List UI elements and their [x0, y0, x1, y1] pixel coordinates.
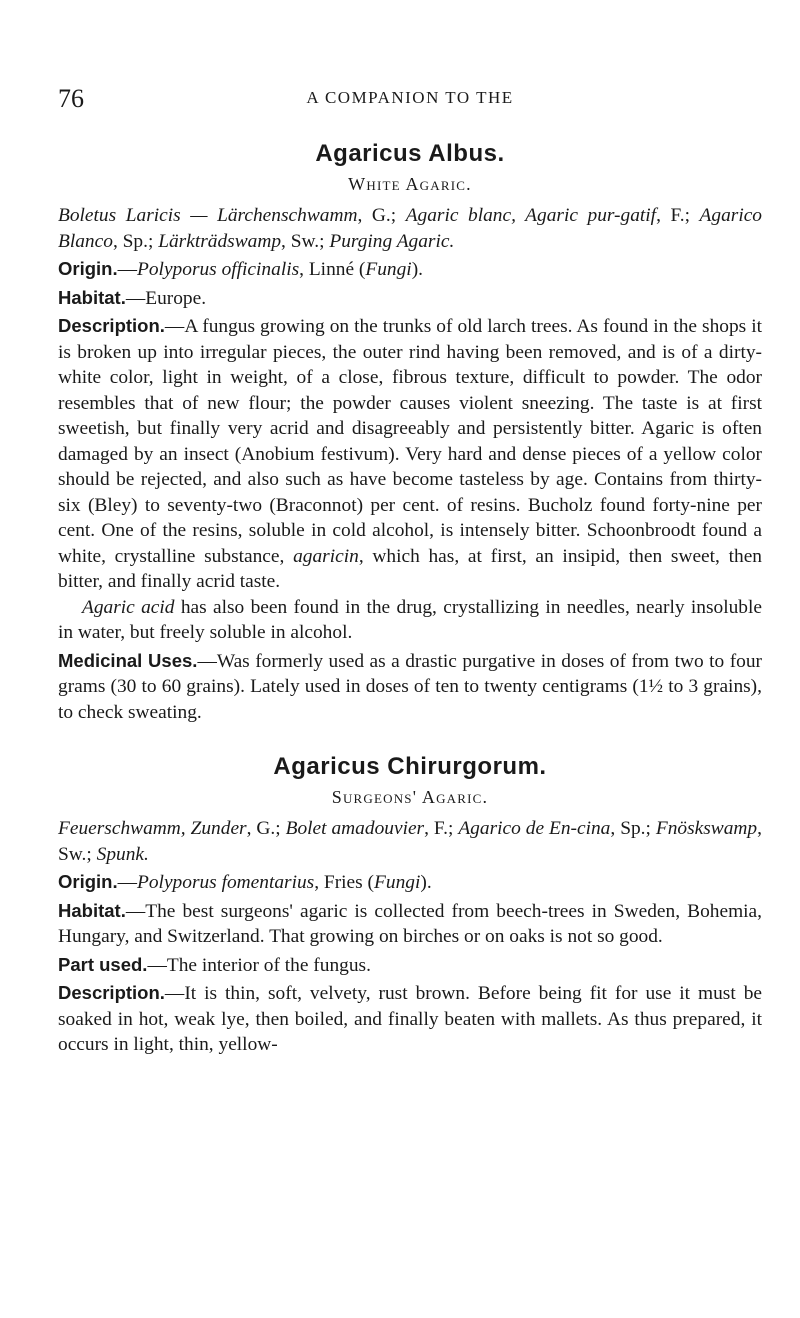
section-label: Habitat. — [58, 286, 126, 308]
origin-paragraph: Origin.—Polyporus officinalis, Linné (Fungi). — [58, 258, 424, 280]
synonyms: Boletus Laricis — Lärchenschwamm, G.; Agaric blanc, Agaric pur-gatif, F.; Agarico Blanco, Sp.; Lärkträdswamp, Sw.; Purging Agaric. — [58, 205, 763, 252]
page-number: 76 — [58, 84, 84, 113]
section-label: Origin. — [58, 871, 118, 892]
common-name: Surgeons' Agaric. — [331, 787, 489, 807]
common-name: White Agaric. — [348, 174, 472, 194]
running-head — [58, 84, 762, 113]
section-label: Description. — [58, 982, 165, 1003]
medicinal-uses-paragraph: Medicinal Uses.—Was formerly used as a drastic purgative in doses of from two to four grams (30 to 60 grains). Lately used in doses of ten to twenty centigrams (1½ to 3 grains), to check sweating. — [58, 649, 762, 723]
section-label: Origin. — [58, 258, 118, 279]
page-content — [58, 140, 762, 1058]
synonyms: Feuerschwamm, Zunder, G.; Bolet amadouvier, F.; Agarico de En-cina, Sp.; Fnöskswamp, Sw.; Spunk. — [58, 818, 762, 865]
section-label: Medicinal Uses. — [58, 649, 198, 671]
description-paragraph: Description.—It is thin, soft, velvety, rust brown. Before being fit for use it must be soaked in hot, weak lye, then boiled, and finally beaten with mallets. As thus prepared, it occurs in light, thin, yellow- — [58, 982, 762, 1055]
entry-title: Agaricus Albus. — [315, 140, 505, 167]
origin-paragraph: Origin.—Polyporus fomentarius, Fries (Fungi). — [58, 871, 432, 893]
section-label: Part used. — [58, 953, 148, 975]
agaric-acid-paragraph: Agaric acid has also been found in the drug, crystallizing in needles, nearly insoluble in water, but freely soluble in alcohol. — [58, 596, 762, 643]
habitat-paragraph: Habitat.—The best surgeons' agaric is collected from beech-trees in Sweden, Bohemia, Hungary, and Switzerland. That growing on birches or on oaks is not so good. — [58, 899, 762, 947]
part-used-paragraph: Part used.—The interior of the fungus. — [58, 953, 371, 976]
habitat-paragraph: Habitat.—Europe. — [58, 286, 207, 309]
running-title: A COMPANION TO THE — [306, 88, 514, 107]
section-label: Habitat. — [58, 899, 126, 921]
entry-title: Agaricus Chirurgorum. — [273, 753, 547, 780]
description-paragraph: Description.—A fungus growing on the trunks of old larch trees. As found in the shops it is broken up into irregular pieces, the outer rind having been removed, and is of a dirty-white color, light in weight, of a close, fibrous texture, difficult to powder. The odor resembles that of new flour; the powder causes violent sneezing. The taste is at first sweetish, but finally very acrid and disagreeably and persistently bitter. Agaric is often damaged by an insect (Anobium festivum). Very hard and dense pieces of a yellow color should be rejected, and also such as have become tasteless by age. Contains from thirty-six (Bley) to seventy-two (Braconnot) per cent. of resins. Bucholz found forty-nine per cent. One of the resins, soluble in cold alcohol, is intensely bitter. Schoonbroodt found a white, crystalline substance, agaricin, which has, at first, an insipid, then sweet, then bitter, and finally acrid taste. — [58, 315, 762, 592]
section-label: Description. — [58, 315, 165, 336]
